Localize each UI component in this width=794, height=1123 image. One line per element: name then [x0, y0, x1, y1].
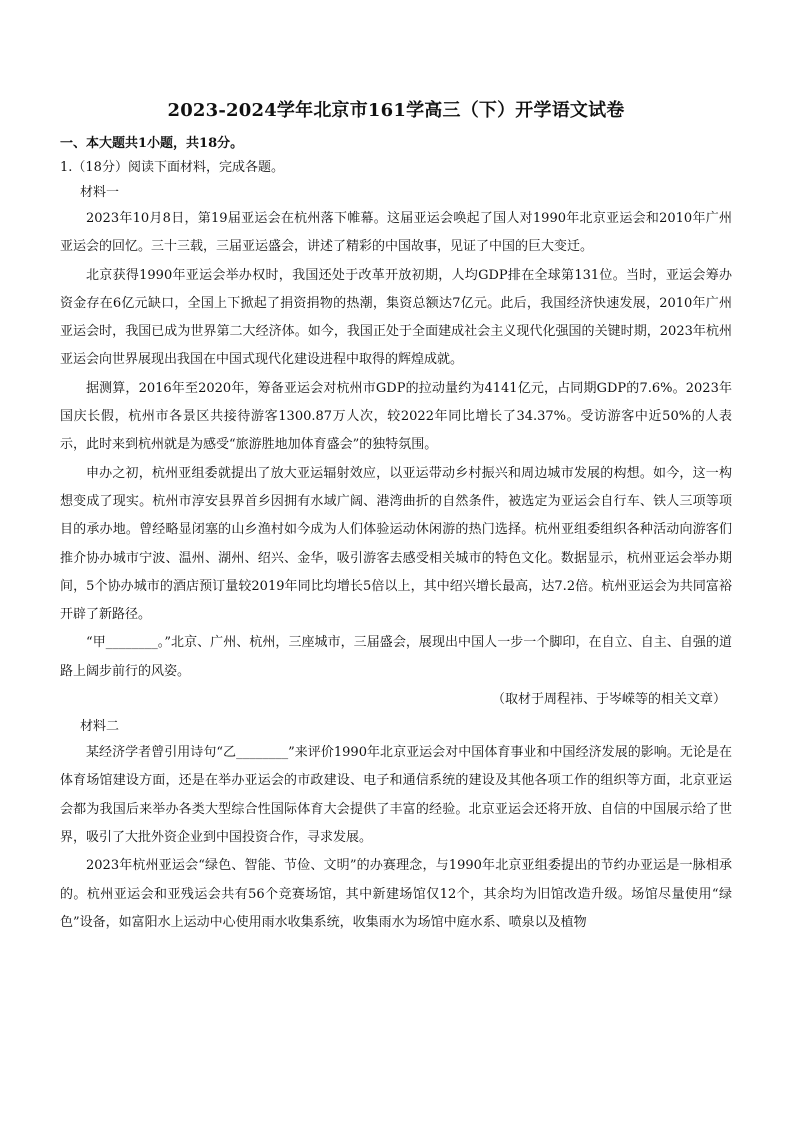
question-prompt: 1.（18分）阅读下面材料，完成各题。: [60, 160, 284, 175]
material-two-paragraph: 某经济学者曾引用诗句“乙________”来评价1990年北京亚运会对中国体育事业和中国经济发展的影响。无论是在体育场馆建设方面，还是在举办亚运会的市政建设、电子和通信系统的建设及其他各项工作的组织等方面，北京亚运会都为我国后来举办各类大型综合性国际体育大会提供了丰富的经验。北京亚运会还将开放、自信的中国展示给了世界，吸引了大批外资企业到中国投资合作，寻求发展。: [60, 745, 732, 845]
exam-title: 2023-2024学年北京市161学高三（下）开学语文试卷: [167, 100, 625, 121]
material-one-paragraph: “甲________。”北京、广州、杭州，三座城市，三届盛会，展现出中国人一步一个脚印，在自立、自主、自强的道路上阔步前行的风姿。: [60, 635, 732, 679]
material-two-label: 材料二: [80, 719, 120, 735]
material-one-source: （取材于周程祎、于岑嵘等的相关文章）: [491, 692, 726, 708]
material-one-paragraph: 据测算，2016年至2020年，筹备亚运会对杭州市GDP的拉动量约为4141亿元，占同期GDP的7.6%。2023年国庆长假，杭州市各景区共接待游客1300.87万人次，较2022年同比增长了34.37%。受访游客中近50%的人表示，此时来到杭州就是为感受“旅游胜地加体育盛会”的独特氛围。: [60, 380, 732, 453]
material-one-paragraph: 2023年10月8日，第19届亚运会在杭州落下帷幕。这届亚运会唤起了国人对1990年北京亚运会和2010年广州亚运会的回忆。三十三载，三届亚运盛会，讲述了精彩的中国故事，见证了中国的巨大变迁。: [60, 211, 732, 255]
material-two-paragraph: 2023年杭州亚运会“绿色、智能、节俭、文明”的办赛理念，与1990年北京亚组委提出的节约办亚运是一脉相承的。杭州亚运会和亚残运会共有56个竞赛场馆，其中新建场馆仅12个，其余均为旧馆改造升级。场馆尽量使用“绿色”设备，如富阳水上运动中心使用雨水收集系统，收集雨水为场馆中庭水系、喷泉以及植物: [60, 858, 732, 930]
material-one-paragraph: 申办之初，杭州亚组委就提出了放大亚运辐射效应，以亚运带动乡村振兴和周边城市发展的构想。如今，这一构想变成了现实。杭州市淳安县界首乡因拥有水域广阔、港湾曲折的自然条件，被选定为亚运会自行车、铁人三项等项目的承办地。曾经略显闭塞的山乡渔村如今成为人们体验运动休闲游的热门选择。杭州亚组委组织各种活动向游客们推介协办城市宁波、温州、湖州、绍兴、金华，吸引游客去感受相关城市的特色文化。数据显示，杭州亚运会举办期间，5个协办城市的酒店预订量较2019年同比均增长5倍以上，其中绍兴增长最高，达7.2倍。杭州亚运会为共同富裕开辟了新路径。: [60, 465, 732, 623]
section-heading: 一、本大题共1小题，共18分。: [60, 136, 244, 151]
material-one-paragraph: 北京获得1990年亚运会举办权时，我国还处于改革开放初期，人均GDP排在全球第131位。当时，亚运会筹办资金存在6亿元缺口，全国上下掀起了捐资捐物的热潮，集资总额达7亿元。此后，我国经济快速发展，2010年广州亚运会时，我国已成为世界第二大经济体。如今，我国正处于全面建成社会主义现代化强国的关键时期，2023年杭州亚运会向世界展现出我国在中国式现代化建设进程中取得的辉煌成就。: [60, 267, 732, 368]
material-one-label: 材料一: [80, 185, 120, 200]
